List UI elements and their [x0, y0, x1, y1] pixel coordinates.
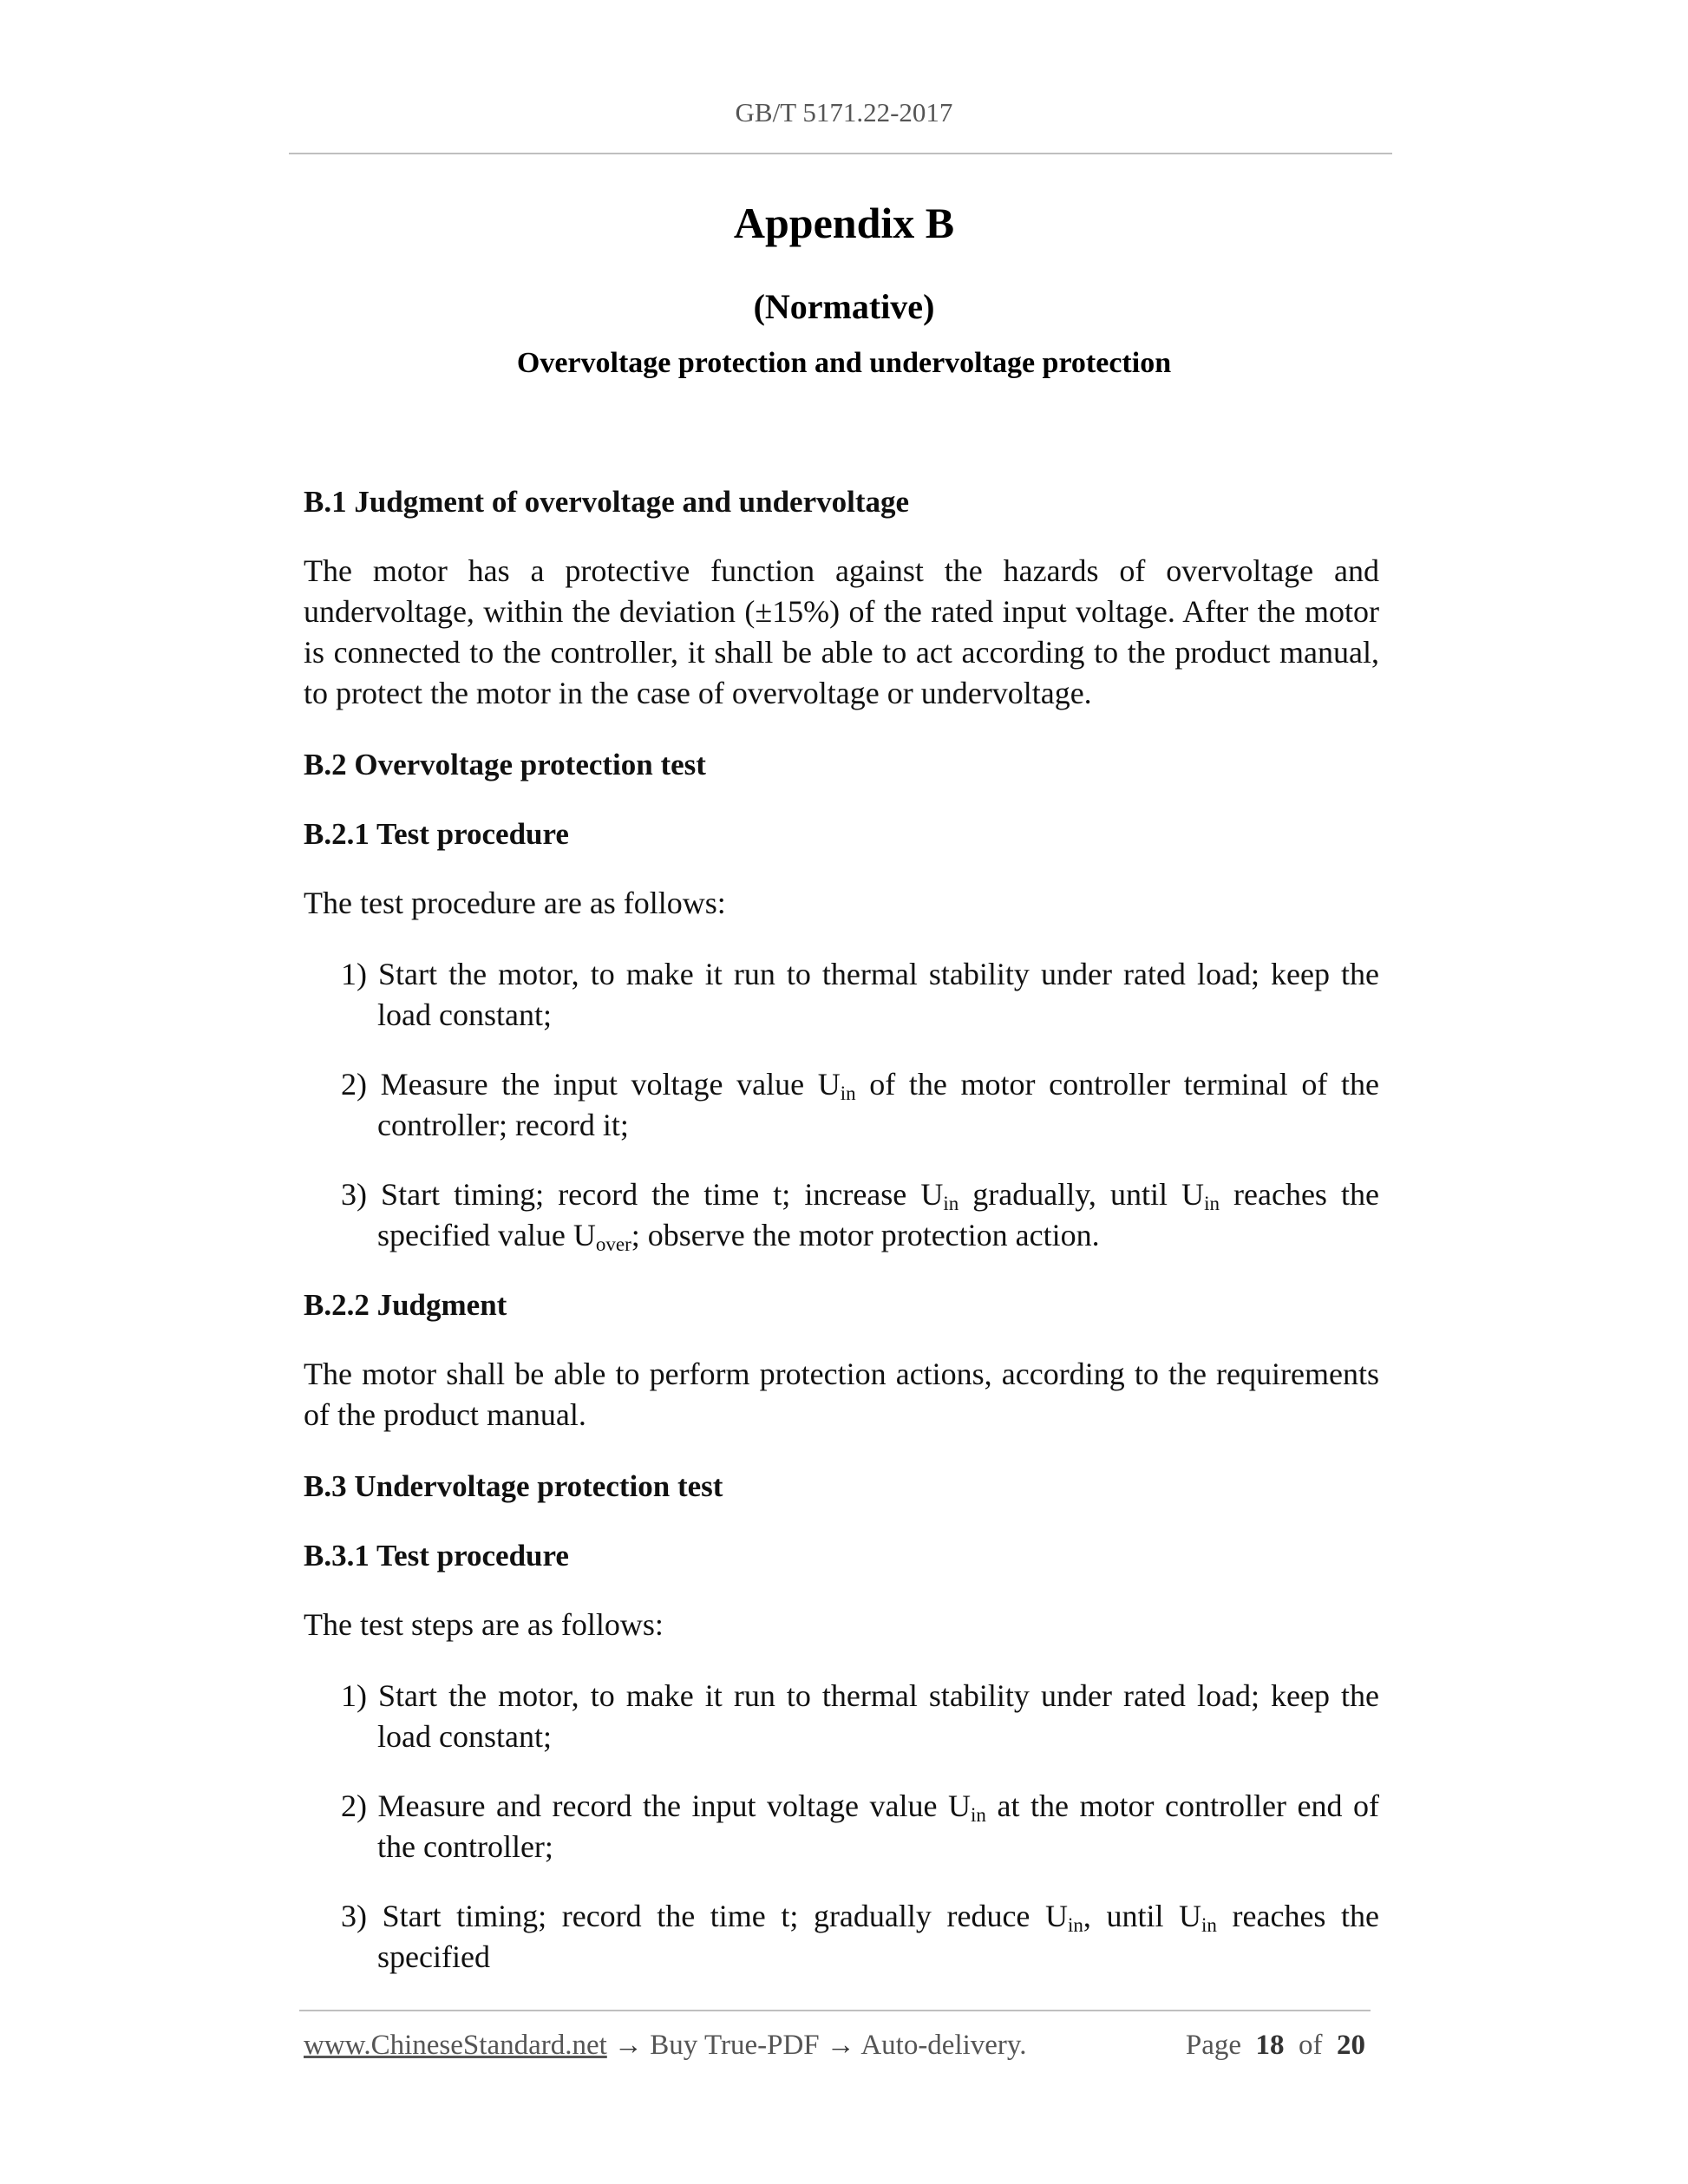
footer-divider — [299, 2010, 1371, 2011]
section-heading-b21: B.2.1 Test procedure — [304, 817, 569, 851]
section-heading-b2: B.2 Overvoltage protection test — [304, 748, 706, 781]
standard-id-header: GB/T 5171.22-2017 — [735, 97, 953, 128]
paragraph-b1: The motor has a protective function against the hazards of overvoltage and undervoltage, within the deviation (±15%) of the rated input voltage. After the motor is connected to the controller, it shall be able to act according to the product manual, to protect the motor in the case of overvoltage or undervoltage. — [304, 553, 1379, 710]
current-page: 18 — [1255, 2030, 1285, 2061]
header-divider — [289, 153, 1392, 154]
arrow-right-icon: → — [614, 2030, 644, 2061]
website-link[interactable]: www.ChineseStandard.net — [304, 2030, 607, 2061]
list-item-b21-3: 3) Start timing; record the time t; increase $U_{in}$ gradually, until $U_{in}$ reaches the specified value $U_{over}$; observe the motor protection action. — [341, 1177, 1379, 1255]
arrow-right-icon: → — [826, 2030, 855, 2061]
section-heading-b3: B.3 Undervoltage protection test — [304, 1469, 723, 1503]
page-number: Page 18 of 20 — [1185, 2030, 1365, 2061]
section-heading-b1: B.1 Judgment of overvoltage and undervoltage — [304, 485, 910, 519]
paragraph-b31-intro: The test steps are as follows: — [304, 1607, 664, 1642]
buy-pdf-text: Buy True-PDF — [650, 2030, 820, 2061]
list-item-b31-3: 3) Start timing; record the time t; gradually reduce $U_{in}$, until $U_{in}$ reaches the specified — [341, 1899, 1379, 1974]
appendix-type: (Normative) — [753, 287, 935, 326]
paragraph-b22: The motor shall be able to perform protection actions, according to the requirements of the product manual. — [304, 1357, 1379, 1432]
list-item-b21-1: 1) Start the motor, to make it run to thermal stability under rated load; keep the load constant; — [341, 957, 1379, 1032]
list-item-b21-2: 2) Measure the input voltage value $U_{in}$ of the motor controller terminal of the controller; record it; — [341, 1067, 1379, 1142]
auto-delivery-text: Auto-delivery. — [860, 2030, 1027, 2061]
section-heading-b31: B.3.1 Test procedure — [304, 1539, 569, 1573]
page-footer — [304, 2030, 1371, 2062]
section-heading-b22: B.2.2 Judgment — [304, 1288, 507, 1322]
appendix-subject: Overvoltage protection and undervoltage protection — [516, 347, 1172, 379]
document-body — [304, 481, 1379, 1978]
appendix-title: Appendix B — [733, 199, 955, 247]
list-item-b31-1: 1) Start the motor, to make it run to thermal stability under rated load; keep the load constant; — [341, 1678, 1379, 1754]
total-pages: 20 — [1337, 2030, 1365, 2061]
list-item-b31-2: 2) Measure and record the input voltage value $U_{in}$ at the motor controller end of the controller; — [341, 1788, 1380, 1864]
paragraph-b21-intro: The test procedure are as follows: — [304, 886, 726, 920]
